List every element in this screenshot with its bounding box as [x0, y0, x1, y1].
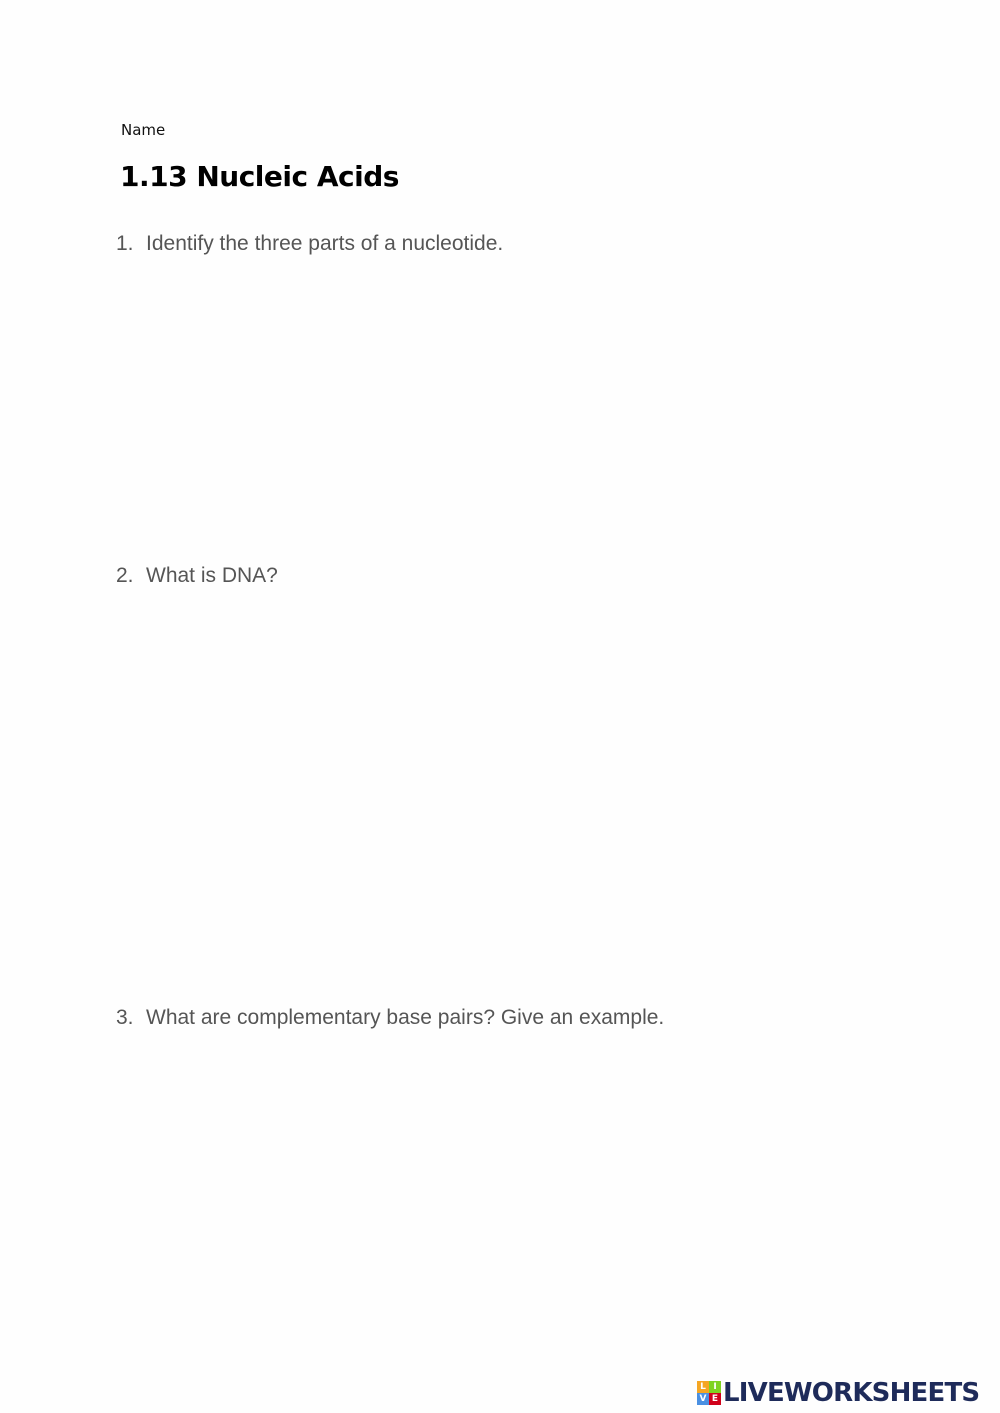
worksheet-title: 1.13 Nucleic Acids — [120, 160, 399, 193]
liveworksheets-logo-icon — [697, 1381, 721, 1405]
question-text: What are complementary base pairs? Give an example. — [146, 1006, 665, 1029]
logo-letter-e: E — [709, 1393, 721, 1405]
answer-area-1[interactable] — [116, 270, 886, 550]
logo-letter-l: L — [697, 1381, 709, 1393]
question-1 — [116, 232, 503, 256]
question-number: 1. — [116, 232, 134, 255]
brand-text: LIVEWORKSHEETS — [723, 1378, 980, 1408]
question-text: What is DNA? — [146, 564, 278, 587]
question-2 — [116, 564, 278, 588]
liveworksheets-brand — [697, 1379, 979, 1407]
answer-area-2[interactable] — [116, 602, 886, 992]
question-3 — [116, 1006, 664, 1030]
question-text: Identify the three parts of a nucleotide. — [146, 232, 504, 255]
answer-area-3[interactable] — [116, 1044, 886, 1344]
logo-letter-v: V — [697, 1393, 709, 1405]
logo-letter-i: I — [709, 1381, 721, 1393]
question-number: 2. — [116, 564, 134, 587]
name-label: Name — [121, 121, 166, 139]
question-number: 3. — [116, 1006, 134, 1029]
